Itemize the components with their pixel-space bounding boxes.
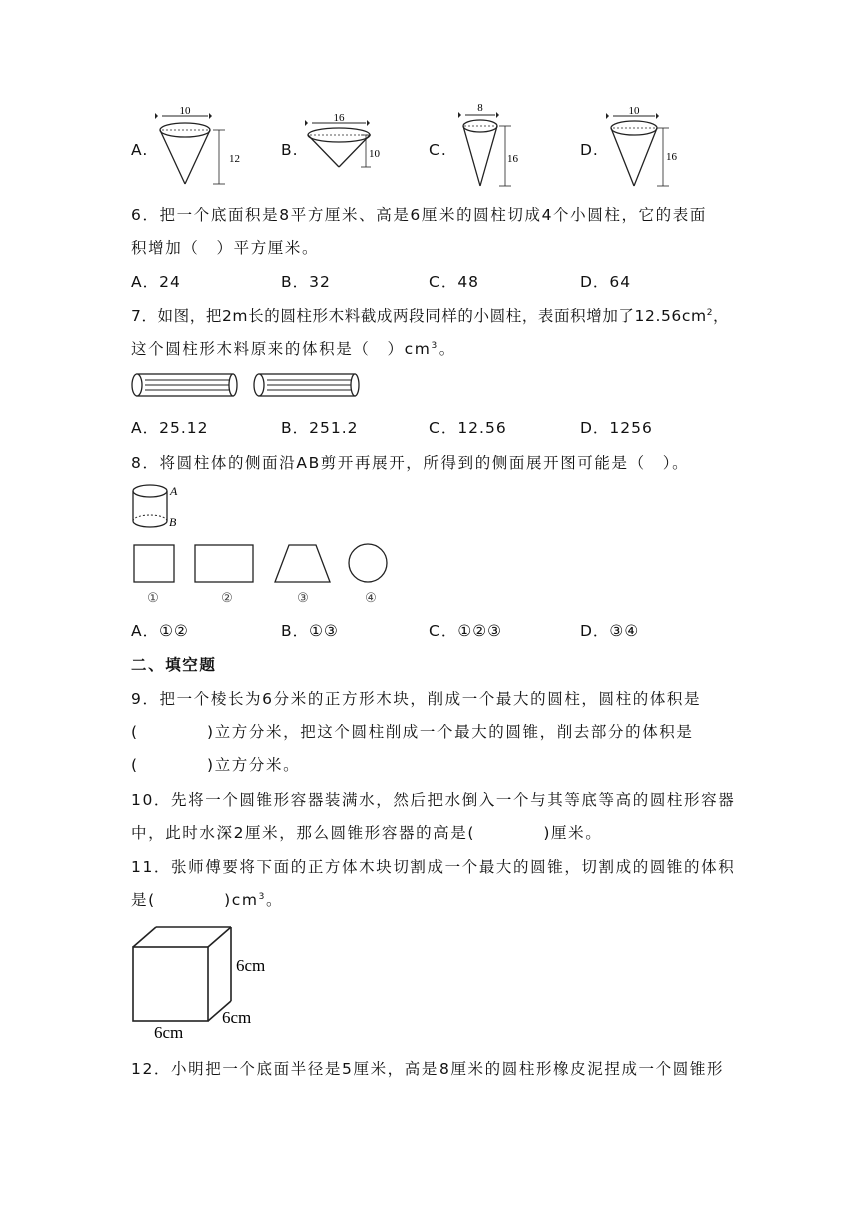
q6-stem-line2: 积增加（ ）平方厘米。 [131,239,320,257]
q10-stem-line1: 10．先将一个圆锥形容器装满水，然后把水倒入一个与其等底等高的圆柱形容器 [131,791,736,809]
svg-text:B: B [169,515,177,529]
svg-text:12: 12 [229,153,240,165]
cone-figure-a [155,106,240,188]
q7-stem-line2: 这个圆柱形木料原来的体积是（ ）$cm^3$。 [131,340,456,358]
q7-option-a[interactable]: A．25.12 [131,419,209,437]
svg-text:16: 16 [333,113,345,124]
q8-option-b[interactable]: B．①③ [281,622,339,640]
q7-option-c[interactable]: C．12.56 [429,419,507,437]
svg-text:6cm: 6cm [222,1008,252,1027]
q6-option-c[interactable]: C．48 [429,273,480,291]
svg-text:10: 10 [369,148,380,160]
q12-stem-line1: 12．小明把一个底面半径是5厘米，高是8厘米的圆柱形橡皮泥捏成一个圆锥形 [131,1060,725,1078]
q11-stem-line1: 11．张师傅要将下面的正方体木块切割成一个最大的圆锥，切割成的圆锥的体积 [131,858,736,876]
cone-figure-d [603,106,688,190]
q9-stem-line1: 9．把一个棱长为6分米的正方形木块，削成一个最大的圆柱，圆柱的体积是 [131,690,702,708]
section-title-fill-in: 二、填空题 [131,656,217,674]
q10-stem-line2: 中，此时水深2厘米，那么圆锥形容器的高是( )厘米。 [131,824,603,842]
q9-stem-line2: ( )立方分米，把这个圆柱削成一个最大的圆锥，削去部分的体积是 [131,723,694,741]
svg-text:8: 8 [477,102,483,114]
svg-text:6cm: 6cm [154,1023,184,1040]
svg-text:A: A [170,484,178,498]
q6-option-d[interactable]: D．64 [580,273,632,291]
q8-option-c[interactable]: C．①②③ [429,622,503,640]
q8-option-d[interactable]: D．③④ [580,622,640,640]
unfold-shapes-figure [131,540,401,608]
q5-option-a-label[interactable]: A. [131,141,149,159]
svg-text:④: ④ [365,590,377,605]
cone-figure-c [455,102,535,190]
svg-text:②: ② [221,590,233,605]
cylinder-figure [131,482,191,532]
q11-stem-line2: 是( )$cm^3$。 [131,891,284,909]
svg-text:16: 16 [666,151,677,163]
svg-text:③: ③ [297,590,309,605]
svg-text:10: 10 [628,106,640,117]
q6-stem-line1: 6．把一个底面积是8平方厘米、高是6厘米的圆柱切成4个小圆柱，它的表面 [131,206,707,224]
q7-stem-line1: 7．如图，把2m长的圆柱形木料截成两段同样的小圆柱，表面积增加了$12.56cm^2$， [131,307,730,325]
q5-option-b-label[interactable]: B. [281,141,299,159]
cone-figure-b [305,113,390,175]
q5-option-c-label[interactable]: C. [429,141,447,159]
q8-option-a[interactable]: A．①② [131,622,189,640]
svg-text:16: 16 [507,153,518,165]
q6-option-b[interactable]: B．32 [281,273,331,291]
cube-figure [128,924,278,1040]
q6-option-a[interactable]: A．24 [131,273,181,291]
q8-stem: 8．将圆柱体的侧面沿AB剪开再展开，所得到的侧面展开图可能是（ ）。 [131,454,690,472]
svg-text:①: ① [147,590,159,605]
q7-option-d[interactable]: D．1256 [580,419,653,437]
log-pieces-figure [131,370,363,402]
q5-option-d-label[interactable]: D. [580,141,599,159]
q7-option-b[interactable]: B．251.2 [281,419,359,437]
svg-text:6cm: 6cm [236,956,266,975]
svg-text:10: 10 [179,106,191,117]
q9-stem-line3: ( )立方分米。 [131,756,301,774]
